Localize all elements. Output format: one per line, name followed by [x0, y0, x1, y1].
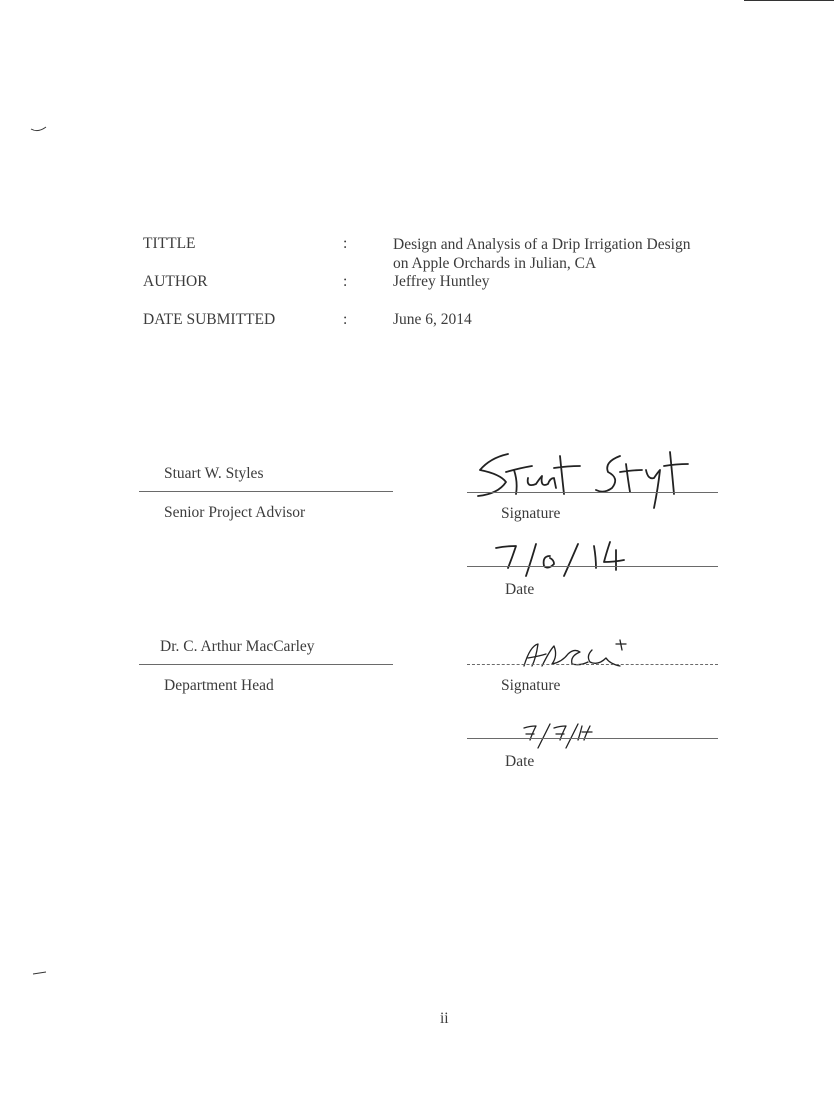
department-head-name-line [139, 664, 393, 665]
department-head-date-line [467, 738, 718, 739]
advisor-signature-line [467, 492, 718, 493]
title-label: TITTLE [143, 235, 196, 252]
date-submitted-value: June 6, 2014 [393, 311, 472, 328]
page-number: ii [440, 1010, 449, 1027]
title-value-line1: Design and Analysis of a Drip Irrigation Design [393, 236, 691, 253]
department-head-name: Dr. C. Arthur MacCarley [160, 638, 315, 655]
department-head-signature-line [467, 664, 718, 665]
department-head-date-caption: Date [505, 753, 535, 770]
advisor-role: Senior Project Advisor [164, 504, 306, 521]
department-head-role: Department Head [164, 677, 274, 694]
date-submitted-label: DATE SUBMITTED [143, 311, 276, 328]
scan-edge-line-top [744, 0, 834, 1]
author-label: AUTHOR [143, 273, 208, 290]
scan-mark-left-lower [32, 968, 52, 978]
department-head-handwritten-date [516, 722, 596, 752]
date-submitted-separator: : [343, 311, 348, 328]
author-value: Jeffrey Huntley [393, 273, 490, 290]
advisor-name-line [139, 491, 393, 492]
advisor-handwritten-date [492, 536, 632, 580]
advisor-signature-caption: Signature [501, 505, 561, 522]
author-separator: : [343, 273, 348, 290]
scan-mark-left-upper [30, 124, 50, 134]
advisor-date-caption: Date [505, 581, 535, 598]
department-head-signature [510, 636, 640, 676]
advisor-date-line [467, 566, 718, 567]
advisor-name: Stuart W. Styles [164, 465, 264, 482]
title-value-line2: on Apple Orchards in Julian, CA [393, 255, 597, 272]
title-separator: : [343, 235, 348, 252]
department-head-signature-caption: Signature [501, 677, 561, 694]
